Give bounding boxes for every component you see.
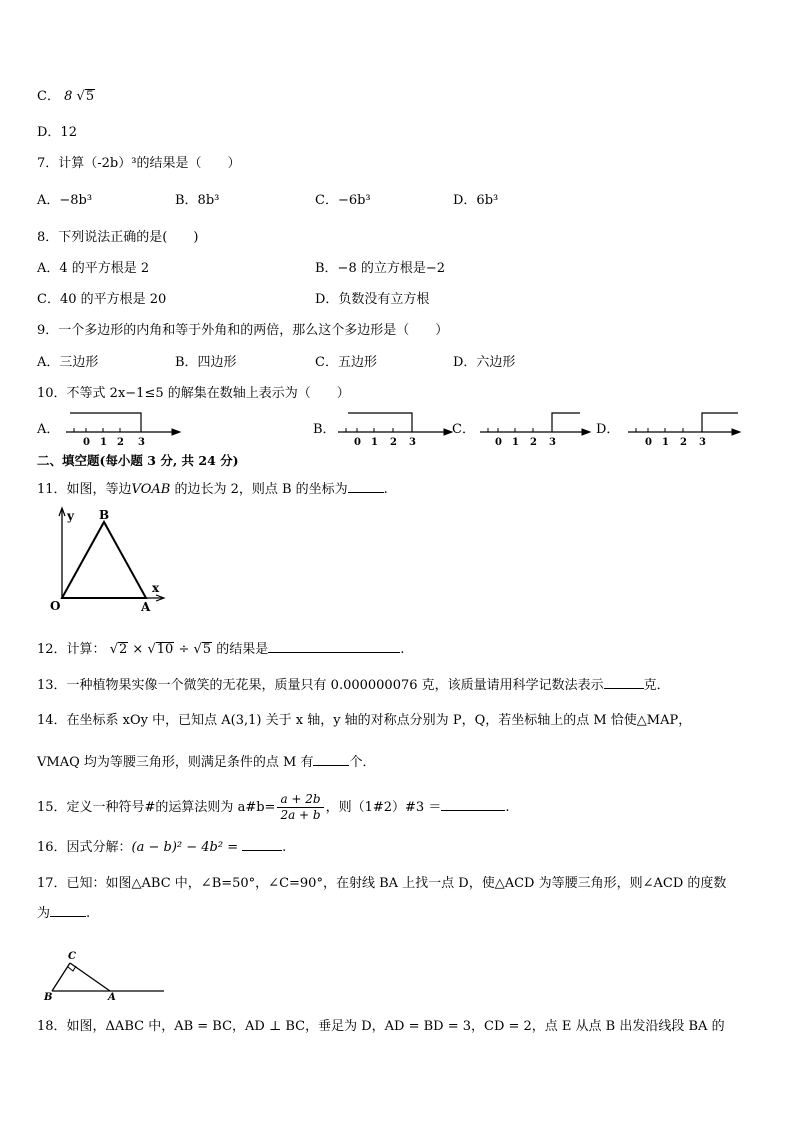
q15-fraction <box>277 792 323 823</box>
q17-answer-blank[interactable] <box>50 904 86 917</box>
section2-title: 二、填空题(每小题 3 分, 共 24 分) <box>37 453 239 468</box>
q14-line2-end: 个． <box>349 755 376 770</box>
q10-d-tick-2: 2 <box>680 437 687 448</box>
q14-line1: 14．在坐标系 xOy 中，已知点 A(3,1) 关于 x 轴，y 轴的对称点分别为 P，Q，若坐标轴上的点 M 恰使△MAP， <box>37 713 692 728</box>
q12-times: × <box>132 642 144 657</box>
q9-option-a: A．三边形 <box>37 355 99 370</box>
q6-option-c-coef: 8 <box>64 89 73 104</box>
q9-stem: 9．一个多边形的内角和等于外角和的两倍，那么这个多边形是（ ） <box>37 323 449 338</box>
q8-stem: 8．下列说法正确的是( ) <box>37 230 199 245</box>
q16-stem-part1: 16．因式分解： <box>37 840 132 855</box>
q15-fraction-numerator: a + 2b <box>277 792 323 808</box>
q7-option-b: B．8b³ <box>175 193 220 208</box>
q7-stem: 7．计算（-2b）³的结果是（ ） <box>37 156 241 171</box>
q10-b-tick-3: 3 <box>409 437 416 448</box>
q16-answer-blank[interactable] <box>242 838 282 851</box>
q14-answer-blank[interactable] <box>313 753 349 766</box>
radical-icon: √ <box>76 89 85 104</box>
radical-icon: √ <box>109 642 118 657</box>
q10-numberline-d <box>628 413 740 435</box>
q17-label-b: B <box>44 992 53 1003</box>
q11-stem <box>37 480 388 499</box>
q8-option-c: C．40 的平方根是 20 <box>37 292 167 307</box>
q12-stem-part2: 的结果是 <box>216 642 269 657</box>
q14-line2-text: VMAQ 均为等腰三角形，则满足条件的点 M 有 <box>37 755 314 770</box>
q10-c-tick-2: 2 <box>530 437 537 448</box>
q10-stem: 10．不等式 2x−1≤5 的解集在数轴上表示为（ ） <box>37 386 350 401</box>
q7-option-c: C．−6b³ <box>315 193 371 208</box>
q10-option-a-label: A． <box>37 422 60 437</box>
q15-stem <box>37 790 509 826</box>
q17-label-c: C <box>68 951 76 962</box>
q13-answer-blank[interactable] <box>604 676 644 689</box>
q11-figure-triangle <box>59 508 164 601</box>
q10-b-tick-1: 1 <box>371 437 378 448</box>
q12-divide: ÷ <box>178 642 190 657</box>
radical-icon: √ <box>193 642 202 657</box>
q11-stem-part2: 的边长为 2，则点 B 的坐标为 <box>170 482 348 497</box>
q10-b-tick-2: 2 <box>390 437 397 448</box>
q8-option-d: D．负数没有立方根 <box>315 292 430 307</box>
q10-c-tick-3: 3 <box>549 437 556 448</box>
q17-line1: 17．已知：如图△ABC 中，∠B=50°，∠C=90°，在射线 BA 上找一点 D，使△ACD 为等腰三角形，则∠ACD 的度数 <box>37 876 727 891</box>
q16-stem-end: . <box>282 840 287 855</box>
q13-stem-end: 克． <box>643 678 670 693</box>
q17-label-a: A <box>108 992 116 1003</box>
q17-figure-triangle <box>52 963 164 991</box>
q12-stem-end: . <box>400 642 405 657</box>
q12-answer-blank[interactable] <box>268 640 400 653</box>
q10-d-tick-1: 1 <box>662 437 669 448</box>
q12-radicand-3: 5 <box>202 642 212 657</box>
q10-d-tick-3: 3 <box>699 437 706 448</box>
q17-line2-text: 为 <box>37 906 51 921</box>
q11-label-b: B <box>99 508 110 522</box>
q14-line2 <box>37 753 375 772</box>
q10-numberline-b <box>338 413 452 435</box>
q10-c-tick-1: 1 <box>512 437 519 448</box>
q7-option-d: D．6b³ <box>453 193 499 208</box>
q15-stem-part2: ，则（1#2）#3 ＝ <box>325 800 442 815</box>
q8-option-a: A．4 的平方根是 2 <box>37 261 150 276</box>
q10-a-tick-0: 0 <box>83 437 90 448</box>
q12-stem <box>37 640 404 659</box>
q12-stem-part1: 12．计算： <box>37 642 106 657</box>
q11-stem-part1: 11．如图，等边 <box>37 482 132 497</box>
q15-stem-part1: 15．定义一种符号#的运算法则为 a#b= <box>37 800 276 815</box>
q11-label-x: x <box>152 581 160 595</box>
q9-option-b: B．四边形 <box>175 355 237 370</box>
q10-a-tick-3: 3 <box>138 437 145 448</box>
q8-option-b: B．−8 的立方根是−2 <box>315 261 446 276</box>
q9-option-c: C．五边形 <box>315 355 377 370</box>
q10-a-tick-1: 1 <box>100 437 107 448</box>
q10-d-tick-0: 0 <box>645 437 652 448</box>
q10-b-tick-0: 0 <box>354 437 361 448</box>
q11-label-y: y <box>67 509 74 523</box>
q12-radicand-2: 10 <box>156 642 174 657</box>
q11-stem-symbol: VOAB <box>131 482 171 497</box>
q12-radicand-1: 2 <box>118 642 128 657</box>
q17-line2 <box>37 904 90 923</box>
q11-label-a: A <box>141 600 151 614</box>
q6-option-c-label: C． <box>37 89 60 104</box>
q11-label-o: O <box>50 599 61 613</box>
q16-expression: (a − b)² − 4b² = <box>131 840 239 855</box>
q10-numberline-c <box>480 413 590 435</box>
q6-option-d: D．12 <box>37 125 77 140</box>
q15-fraction-denominator: 2a + b <box>280 808 321 822</box>
q10-c-tick-0: 0 <box>495 437 502 448</box>
q10-a-tick-2: 2 <box>117 437 124 448</box>
q15-stem-end: . <box>505 800 510 815</box>
q10-numberline-a <box>66 413 180 435</box>
radical-icon: √ <box>147 642 156 657</box>
q7-option-a: A．−8b³ <box>37 193 93 208</box>
q11-answer-blank[interactable] <box>348 480 384 493</box>
q18-line1: 18．如图，ΔABC 中，AB = BC，AD ⊥ BC，垂足为 D，AD = BD = 3，CD = 2，点 E 从点 B 出发沿线段 BA 的 <box>37 1019 725 1034</box>
q9-option-d: D．六边形 <box>453 355 516 370</box>
q15-answer-blank[interactable] <box>441 798 505 811</box>
q17-line2-end: . <box>86 906 91 921</box>
q13-stem <box>37 676 670 695</box>
q10-option-c-label: C． <box>452 422 475 437</box>
q10-option-b-label: B． <box>313 422 336 437</box>
q16-stem <box>37 838 286 857</box>
q11-stem-end: . <box>383 482 388 497</box>
q10-option-d-label: D． <box>596 422 620 437</box>
q13-stem-text: 13．一种植物果实像一个微笑的无花果，质量只有 0.000000076 克，该质量请用科学记数法表示 <box>37 678 604 693</box>
q6-option-c-radicand: 5 <box>85 89 95 104</box>
